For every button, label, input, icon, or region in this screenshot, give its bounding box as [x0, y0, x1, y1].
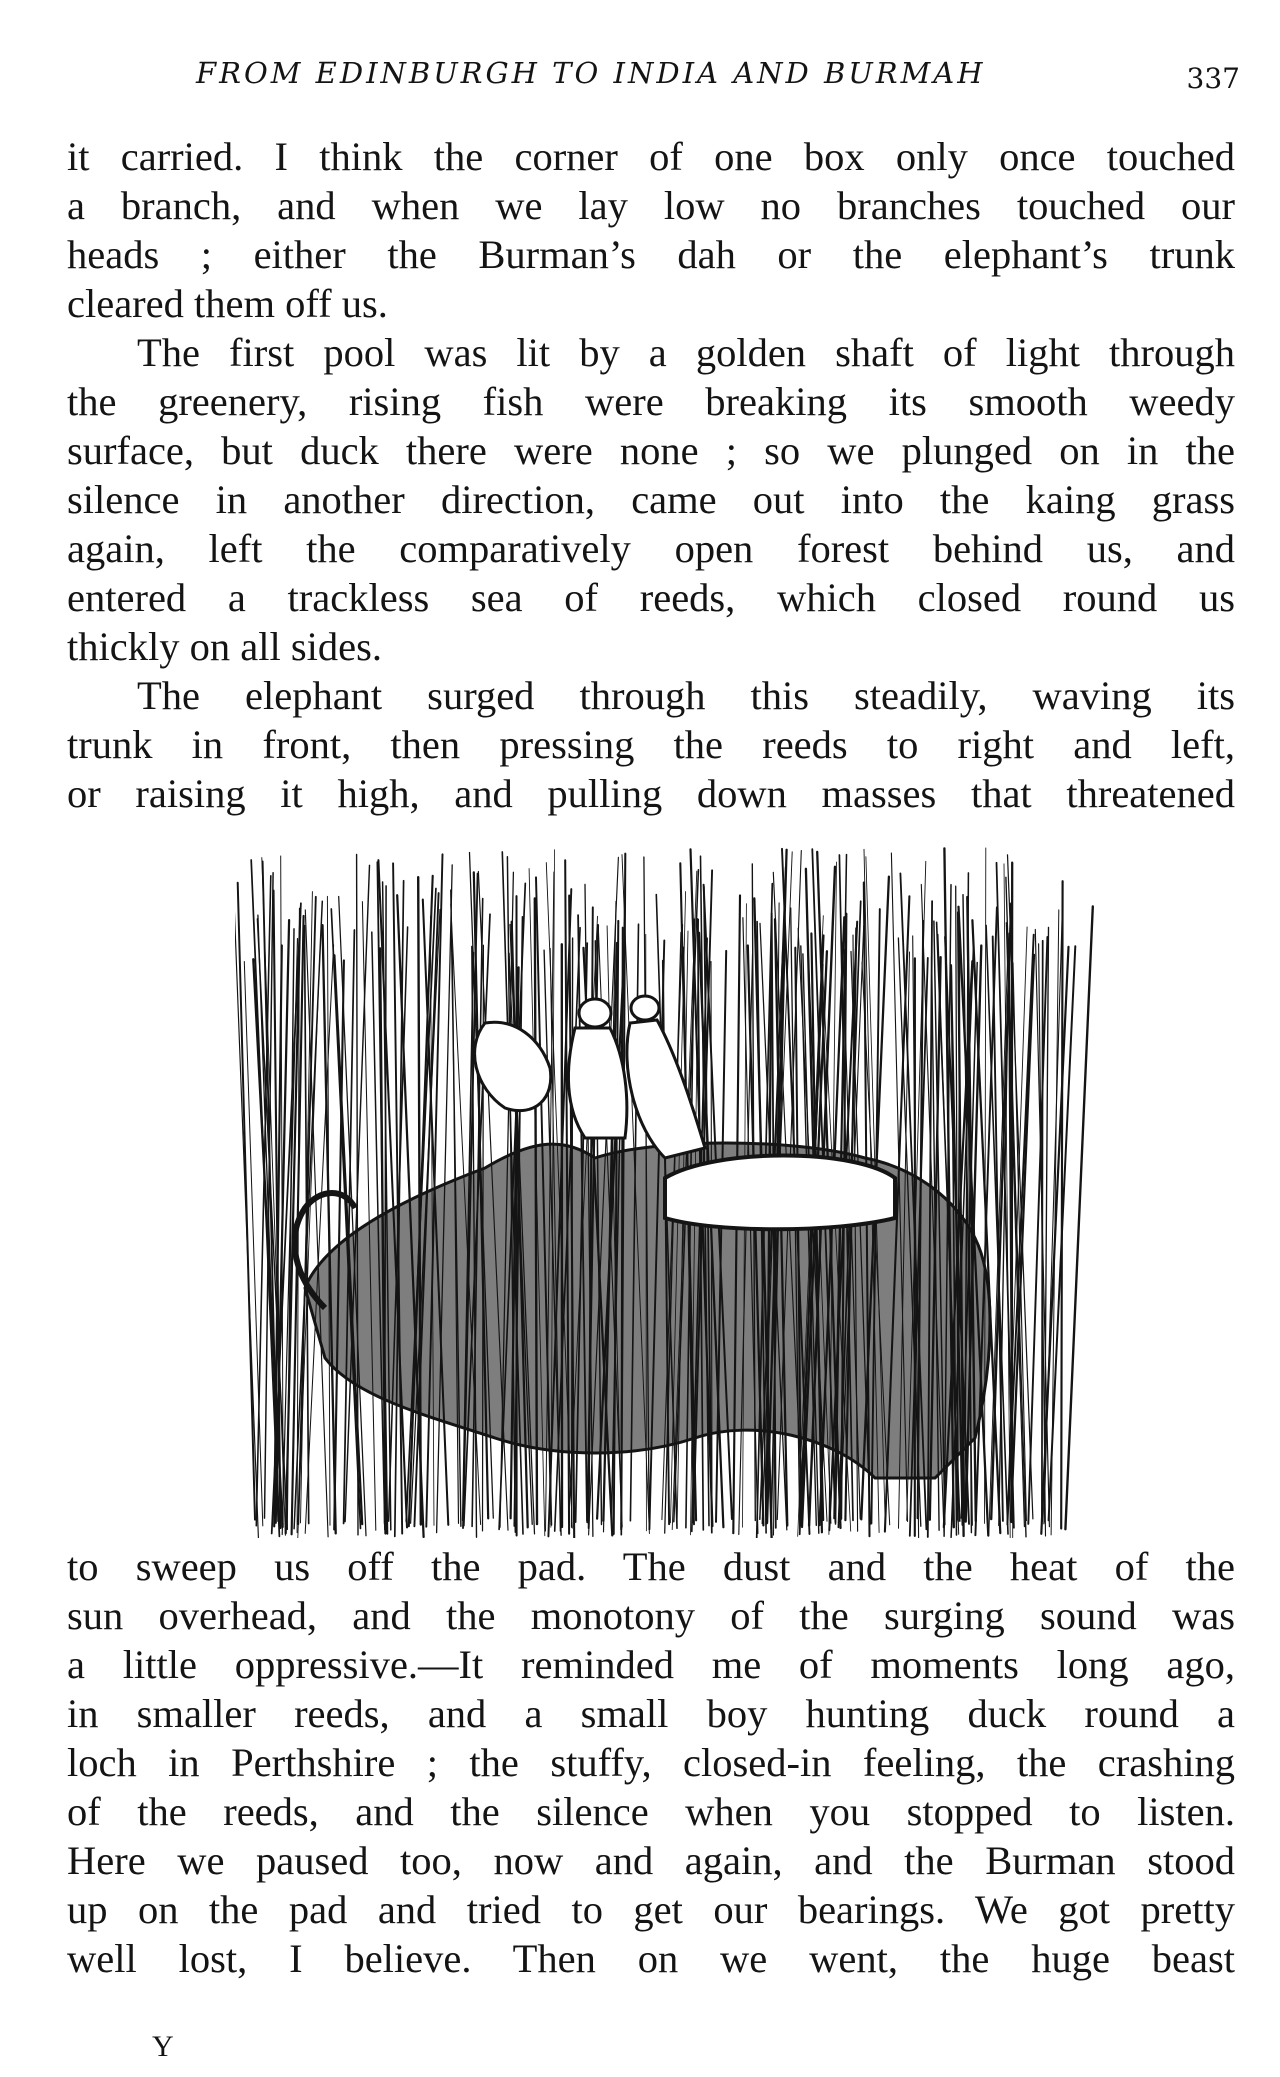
reed-stroke — [1065, 906, 1092, 1529]
rider-body — [568, 1028, 626, 1138]
text-line: silence in another direction, came out into the kaing grass — [67, 477, 1235, 522]
text-line: up on the pad and tried to get our bearings. We got pretty — [67, 1887, 1235, 1932]
text-line: surface, but duck there were none ; so we plunged on in the — [67, 428, 1235, 473]
text-line: trunk in front, then pressing the reeds to right and left, — [67, 722, 1235, 767]
rider-head — [631, 996, 659, 1020]
text-line: a branch, and when we lay low no branches touched our — [67, 183, 1235, 228]
signature-mark: Y — [152, 2030, 174, 2063]
running-head: FROM EDINBURGH TO INDIA AND BURMAH — [196, 56, 986, 90]
reed-stroke — [1041, 947, 1068, 1534]
howdah-pad — [665, 1156, 895, 1230]
text-line: to sweep us off the pad. The dust and the heat of the — [67, 1544, 1235, 1589]
elephant-in-reeds-illustration — [235, 838, 1095, 1538]
text-line: the greenery, rising fish were breaking its smooth weedy — [67, 379, 1235, 424]
paragraph-start-line: The first pool was lit by a golden shaft of light through — [137, 330, 1235, 375]
text-line: Here we paused too, now and again, and the Burman stood — [67, 1838, 1235, 1883]
text-line: well lost, I believe. Then on we went, the huge beast — [67, 1936, 1235, 1981]
text-line: entered a trackless sea of reeds, which closed round us — [67, 575, 1235, 620]
text-line: or raising it high, and pulling down masses that threatened — [67, 771, 1235, 816]
text-line: sun overhead, and the monotony of the surging sound was — [67, 1593, 1235, 1638]
text-line: again, left the comparatively open forest behind us, and — [67, 526, 1235, 571]
text-line: cleared them off us. — [67, 281, 388, 326]
text-line: heads ; either the Burman’s dah or the elephant’s trunk — [67, 232, 1235, 277]
text-line: loch in Perthshire ; the stuffy, closed-in feeling, the crashing — [67, 1740, 1235, 1785]
page-number: 337 — [1186, 62, 1240, 95]
rider-head — [579, 999, 611, 1027]
text-line: a little oppressive.—It reminded me of moments long ago, — [67, 1642, 1235, 1687]
body-text-top — [67, 132, 1235, 818]
paragraph-start-line: The elephant surged through this steadily, waving its — [137, 673, 1235, 718]
text-line: it carried. I think the corner of one box only once touched — [67, 134, 1235, 179]
body-text-bottom — [67, 1542, 1235, 1983]
text-line: in smaller reeds, and a small boy hunting duck round a — [67, 1691, 1235, 1736]
text-line: thickly on all sides. — [67, 624, 382, 669]
text-line: of the reeds, and the silence when you stopped to listen. — [67, 1789, 1235, 1834]
